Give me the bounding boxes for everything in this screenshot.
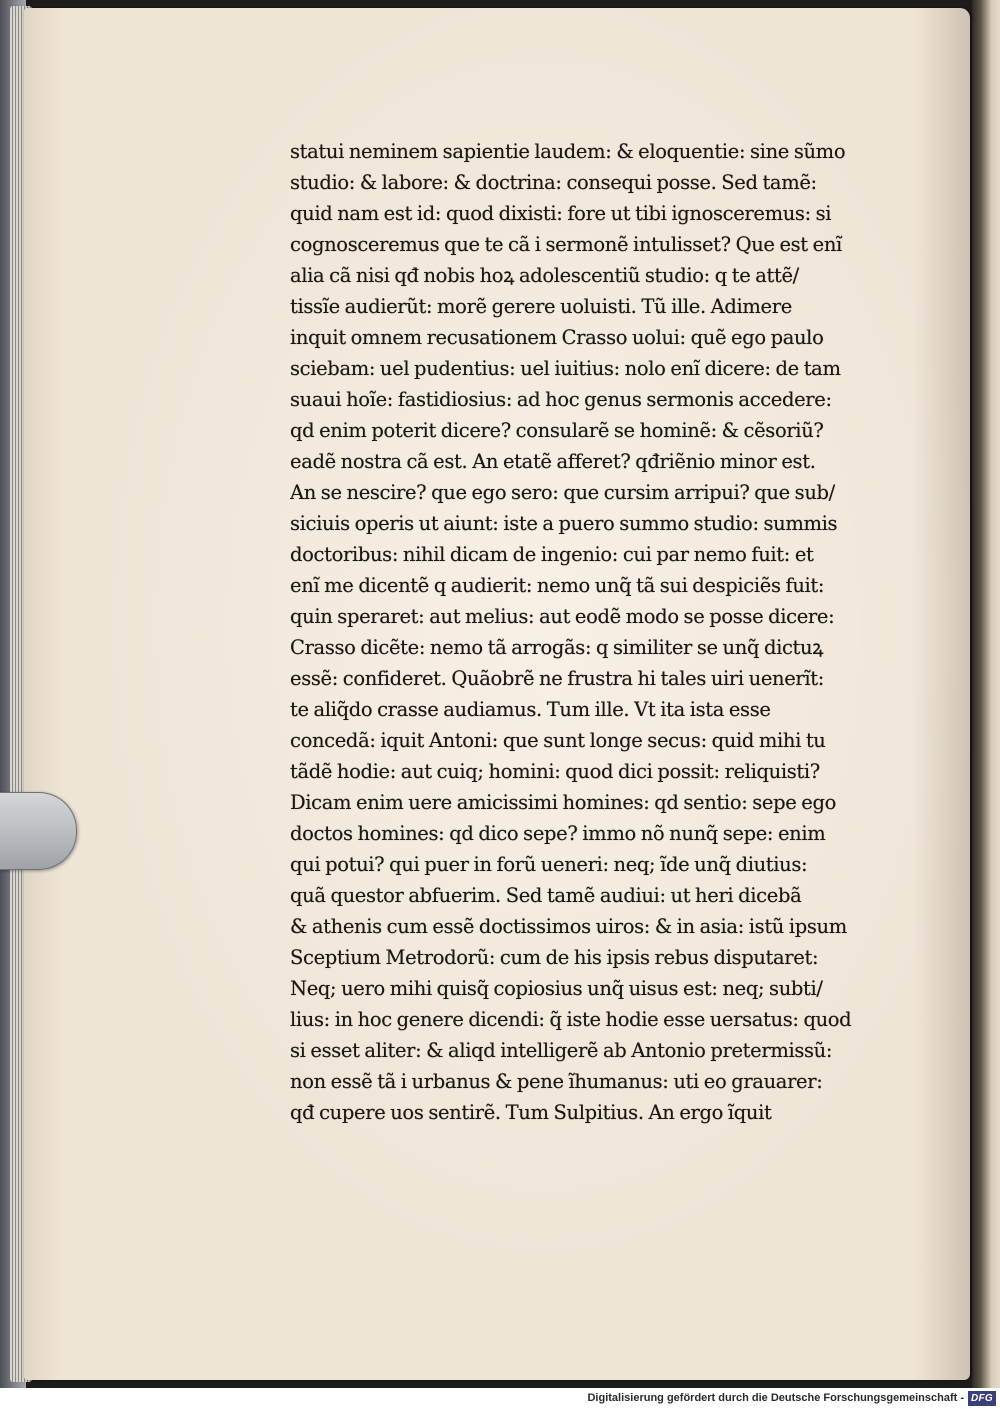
text-line: tãdẽ hodie: aut cuiq; homini: quod dici possit: reliquisti?	[290, 760, 820, 783]
text-line: doctos homines: qd dico sepe? immo nõ nunq̃ sepe: enim	[290, 822, 826, 845]
digitization-credit-bar	[0, 1388, 1000, 1409]
text-line: Neq; uero mihi quisq̃ copiosius unq̃ uisus est: neq; subti/	[290, 977, 823, 1000]
text-line: Crasso dicẽte: nemo tã arrogãs: q similiter se unq̃ dictuꝝ	[290, 636, 824, 659]
text-line: qd enim poterit dicere? consularẽ se hominẽ: & cẽsoriũ?	[290, 419, 824, 442]
text-line: Sceptium Metrodorũ: cum de his ipsis rebus disputaret:	[290, 946, 819, 969]
text-line: si esset aliter: & aliqd intelligerẽ ab Antonio pretermissũ:	[290, 1039, 833, 1062]
digitization-credit-text: Digitalisierung gefördert durch die Deutsche Forschungsgemeinschaft -	[587, 1392, 964, 1404]
text-line: lius: in hoc genere dicendi: q̃ iste hodie esse uersatus: quod	[290, 1008, 852, 1031]
text-line: & athenis cum essẽ doctissimos uiros: & in asia: istũ ipsum	[290, 915, 847, 938]
text-line: enĩ me dicentẽ q audierit: nemo unq̃ tã sui despiciẽs fuit:	[290, 574, 825, 597]
text-line: quã questor abfuerim. Sed tamẽ audiui: ut heri dicebã	[290, 884, 802, 907]
text-line: quid nam est id: quod dixisti: fore ut tibi ignosceremus: si	[290, 202, 832, 225]
dfg-logo-icon: DFG	[968, 1391, 996, 1406]
text-line: sciebam: uel pudentius: uel iuitius: nolo enĩ dicere: de tam	[290, 357, 841, 380]
page-clip	[0, 792, 77, 870]
text-line: alia cã nisi qđ nobis hoꝝ adolescentiũ studio: q te attẽ/	[290, 264, 799, 287]
text-line: suaui hoĩe: fastidiosius: ad hoc genus sermonis accedere:	[290, 388, 832, 411]
text-line: cognosceremus que te cã i sermonẽ intulisset? Que est enĩ	[290, 233, 842, 256]
text-line: eadẽ nostra cã est. An etatẽ afferet? qđriẽnio minor est.	[290, 450, 816, 473]
text-line: siciuis operis ut aiunt: iste a puero summo studio: summis	[290, 512, 838, 535]
text-line: qđ cupere uos sentirẽ. Tum Sulpitius. An ergo ĩquit	[290, 1101, 772, 1124]
text-line: inquit omnem recusationem Crasso uolui: quẽ ego paulo	[290, 326, 824, 349]
text-line: statui neminem sapientie laudem: & eloquentie: sine sũmo	[290, 140, 846, 163]
text-line: An se nescire? que ego sero: que cursim arripui? que sub/	[290, 481, 835, 504]
text-line: te aliq̃do crasse audiamus. Tum ille. Vt ita ista esse	[290, 698, 771, 721]
text-line: quin speraret: aut melius: aut eodẽ modo se posse dicere:	[290, 605, 835, 628]
text-line: essẽ: confideret. Quãobrẽ ne frustra hi tales uiri uenerĩt:	[290, 667, 824, 690]
text-line: concedã: iquit Antoni: que sunt longe secus: quid mihi tu	[290, 729, 826, 752]
facing-page-edge	[972, 0, 1000, 1388]
text-line: tissĩe audierũt: morẽ gerere uoluisti. Tũ ille. Adimere	[290, 295, 792, 318]
text-line: studio: & labore: & doctrina: consequi posse. Sed tamẽ:	[290, 171, 817, 194]
text-line: Dicam enim uere amicissimi homines: qd sentio: sepe ego	[290, 791, 837, 814]
text-line: non essẽ tã i urbanus & pene ĩhumanus: uti eo grauarer:	[290, 1070, 823, 1093]
page-text-block	[290, 136, 870, 1128]
text-line: qui potui? qui puer in forũ ueneri: neq; ĩde unq̃ diutius:	[290, 853, 808, 876]
text-line: doctoribus: nihil dicam de ingenio: cui par nemo fuit: et	[290, 543, 814, 566]
